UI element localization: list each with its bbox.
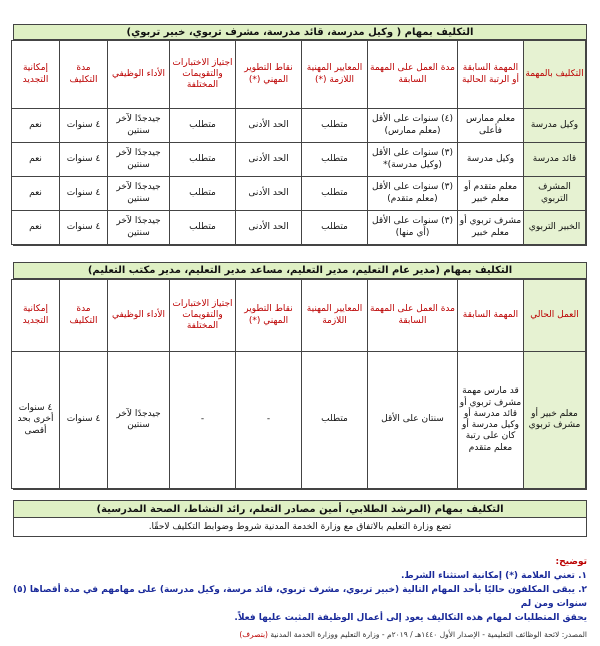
- header-cell: مدة التكليف: [60, 41, 108, 109]
- table-cell: الحد الأدنى: [236, 143, 302, 177]
- table-cell: متطلب: [170, 109, 236, 143]
- assignment-table-1: [11, 40, 586, 245]
- table-cell: -: [170, 352, 236, 489]
- table-cell: ٤ سنوات: [60, 143, 108, 177]
- table-cell: جيدجدًا لآخر سنتين: [108, 352, 170, 489]
- section-3-box: [13, 500, 587, 537]
- header-cell: نقاط التطوير المهني (*): [236, 280, 302, 352]
- table-cell: الحد الأدنى: [236, 109, 302, 143]
- table-cell: -: [236, 352, 302, 489]
- table-cell: معلم خبير أو مشرف تربوي: [524, 352, 586, 489]
- table-cell: (٣) سنوات على الأقل (أي منها): [368, 211, 458, 245]
- table-row: [12, 352, 586, 489]
- table-cell: متطلب: [170, 177, 236, 211]
- table-2-header-row: [12, 280, 586, 352]
- assignment-table-2: [11, 279, 586, 489]
- note-item-2b: يحقق المتطلبات لمهام هذه التكاليف يعود إلى أعمال الوظيفة المثبت عليها فعلاً.: [234, 612, 587, 623]
- table-cell: متطلب: [302, 143, 368, 177]
- table-cell: جيدجدًا لآخر سنتين: [108, 177, 170, 211]
- section-1-title: التكليف بمهام ( وكيل مدرسة، قائد مدرسة، مشرف تربوي، خبير تربوي): [14, 25, 586, 40]
- table-cell: ٤ سنوات: [60, 109, 108, 143]
- header-cell: الأداء الوظيفي: [108, 280, 170, 352]
- section-3-title: التكليف بمهام (المرشد الطلابي، أمين مصادر التعلم، رائد النشاط، الصحة المدرسية): [14, 501, 586, 518]
- table-cell: متطلب: [170, 211, 236, 245]
- table-cell: (٤) سنوات على الأقل (معلم ممارس): [368, 109, 458, 143]
- table-row: [12, 109, 586, 143]
- table-cell: مشرف تربوي أو معلم خبير: [458, 211, 524, 245]
- header-cell: مدة العمل على المهمة السابقة: [368, 280, 458, 352]
- header-cell: مدة التكليف: [60, 280, 108, 352]
- header-cell: العمل الحالي: [524, 280, 586, 352]
- header-cell: المعايير المهنية اللازمة: [302, 280, 368, 352]
- table-1-header-row: [12, 41, 586, 109]
- notes-block: [13, 556, 587, 626]
- table-cell: (٣) سنوات على الأقل (وكيل مدرسة)*: [368, 143, 458, 177]
- table-cell: ٤ سنوات: [60, 211, 108, 245]
- table-cell: جيدجدًا لآخر سنتين: [108, 109, 170, 143]
- table-cell: وكيل مدرسة: [458, 143, 524, 177]
- section-3-note: تضع وزارة التعليم بالاتفاق مع وزارة الخدمة المدنية شروط وضوابط التكليف لاحقًا.: [148, 522, 452, 532]
- section-1-table: [13, 24, 587, 246]
- table-cell: الحد الأدنى: [236, 211, 302, 245]
- note-item-2a: ٢. يبقى المكلفون حاليًا بأحد المهام التالية (خبير تربوي، مشرف تربوي، قائد مرسة، وكيل مدرسة) على مهامهم في مدة أقصاها (٥) سنوات ومن لم: [13, 584, 587, 609]
- header-cell: الأداء الوظيفي: [108, 41, 170, 109]
- table-cell: متطلب: [302, 211, 368, 245]
- note-item-1: ١. تعني العلامة (*) إمكانية استثناء الشرط.: [400, 570, 587, 581]
- header-cell: اجتياز الاختبارات والتقويمات المختلفة: [170, 41, 236, 109]
- source-text: المصدر: لائحة الوظائف التعليمية - الإصدار الأول ١٤٤٠هـ / ٢٠١٩م - وزارة التعليم ووزارة الخدمة المدنية: [270, 630, 587, 639]
- table-cell: ٤ سنوات أخرى بحد أقصى: [12, 352, 60, 489]
- header-cell: المهمة السابقة أو الرتبة الحالية: [458, 41, 524, 109]
- table-cell: نعم: [12, 177, 60, 211]
- table-cell: معلم متقدم أو معلم خبير: [458, 177, 524, 211]
- table-row: [12, 211, 586, 245]
- header-cell: المهمة السابقة: [458, 280, 524, 352]
- table-cell: معلم ممارس فأعلى: [458, 109, 524, 143]
- table-cell: الخبير التربوي: [524, 211, 586, 245]
- table-cell: ٤ سنوات: [60, 177, 108, 211]
- table-cell: متطلب: [170, 143, 236, 177]
- table-row: [12, 143, 586, 177]
- table-cell: جيدجدًا لآخر سنتين: [108, 211, 170, 245]
- table-cell: نعم: [12, 109, 60, 143]
- table-cell: جيدجدًا لآخر سنتين: [108, 143, 170, 177]
- table-cell: نعم: [12, 211, 60, 245]
- table-cell: قائد مدرسة: [524, 143, 586, 177]
- table-row: [12, 177, 586, 211]
- section-2-title: التكليف بمهام (مدير عام التعليم، مدير التعليم، مساعد مدير التعليم، مدير مكتب التعليم): [14, 263, 586, 279]
- table-cell: الحد الأدنى: [236, 177, 302, 211]
- table-cell: (٣) سنوات على الأقل (معلم متقدم): [368, 177, 458, 211]
- header-cell: إمكانية التجديد: [12, 280, 60, 352]
- header-cell: نقاط التطوير المهني (*): [236, 41, 302, 109]
- table-cell: متطلب: [302, 109, 368, 143]
- table-cell: المشرف التربوي: [524, 177, 586, 211]
- header-cell: اجتياز الاختبارات والتقويمات المختلفة: [170, 280, 236, 352]
- header-cell: المعايير المهنية اللازمة (*): [302, 41, 368, 109]
- table-cell: نعم: [12, 143, 60, 177]
- table-cell: ٤ سنوات: [60, 352, 108, 489]
- header-cell: إمكانية التجديد: [12, 41, 60, 109]
- header-cell: التكليف بالمهمة: [524, 41, 586, 109]
- table-cell: وكيل مدرسة: [524, 109, 586, 143]
- source-tag: (بتصرف): [239, 630, 268, 639]
- table-cell: قد مارس مهمة مشرف تربوي أو قائد مدرسة أو وكيل مدرسة أو كان على رتبة معلم متقدم: [458, 352, 524, 489]
- notes-heading: توضيح:: [555, 557, 587, 567]
- table-cell: متطلب: [302, 352, 368, 489]
- source-line: [13, 630, 587, 639]
- table-cell: سنتان على الأقل: [368, 352, 458, 489]
- header-cell: مدة العمل على المهمة السابقة: [368, 41, 458, 109]
- table-cell: متطلب: [302, 177, 368, 211]
- section-2-table: [13, 262, 587, 490]
